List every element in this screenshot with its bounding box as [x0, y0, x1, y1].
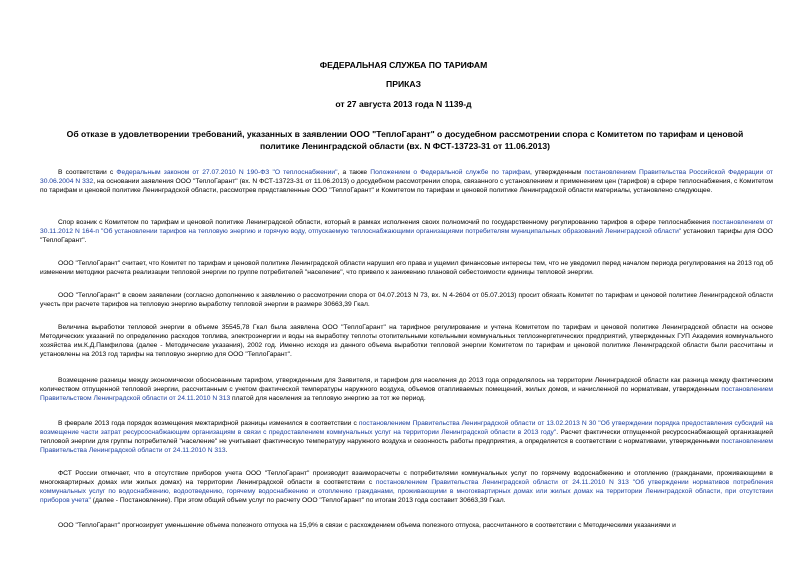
p6-text-1: Возмещение разницы между экономически обоснованным тарифом, утвержденным для Заявителя, и тарифом для населения до 2013 года определялось на территории Ленинградской области как разница между фактическим количеством отпущенной тепловой энергии, рассчитанным с учетом фактической температуры наружного воздуха, объемов отапливаемых помещений, жилых домов, и начисленной по нормативам, утвержденным [40, 377, 773, 393]
paragraph-2 [40, 219, 773, 246]
p6-text-2: платой для населения за тепловую энергию за тот же период. [230, 394, 426, 402]
paragraph-3 [40, 260, 773, 278]
p8-text-1: ФСТ России отмечает, что в отсутствие приборов учета ООО "ТеплоГарант" производит взаиморасчеты с потребителями коммунальных услуг по горячему водоснабжению и отоплению (гражданами, проживающими в многоквартирных домах или жилых домах) на территории Ленинградской области в соответствии с [40, 470, 773, 486]
p7-text-3: . [225, 446, 228, 454]
p5-text-1: Величина выработки тепловой энергии в объеме 35545,78 Гкал была заявлена ООО "ТеплоГарант" на тарифное регулирование и учтена Комитетом по тарифам и ценовой политике Ленинградской области на основе Методических указаний по определению расходов топлива, электроэнергии и воды на выработку теплоты отопительными котельными коммунальных теплоэнергетических предприятий, утвержденных ГУП Академия коммунального хозяйства им.К.Д.Памфилова (далее - Методические указания), 2002 год. Именно исходя из данного объема выработки тепловой энергии Комитетом по тарифам и ценовой политике Ленинградской области были рассчитаны и установлены на 2013 год тарифы на тепловую энергию для ООО "ТеплоГарант". [40, 324, 773, 358]
p4-text-1: ООО "ТеплоГарант" в своем заявлении (согласно дополнению к заявлению о рассмотрении спора от 04.07.2013 N 73, вх. N 4-2604 от 05.07.2013) просит обязать Комитет по тарифам и ценовой политике Ленинградской области учесть при расчете тарифов на тепловую энергию выработку тепловой энергии в размере 30663,39 Гкал. [40, 292, 773, 308]
link-government-resolution-332[interactable]: постановлением Правительства Российской Федерации от 30.06.2004 N 332 [40, 169, 773, 185]
link-resolution-313-c[interactable]: постановлением Правительства Ленинградской области от 24.11.2010 N 313 "Об утверждении нормативов потребления коммунальных услуг по водоснабжению, водоотведению, горячему водоснабжению и отоплению гражданами, проживающими в многоквартирных домах или жилых домах на территории Ленинградской области, при отсутствии приборов учета" [40, 478, 773, 504]
paragraph-4 [40, 292, 773, 310]
p2-text-1: Спор возник с Комитетом по тарифам и ценовой политике Ленинградской области, который в рамках исполнения своих полномочий по государственному регулированию тарифов в сфере теплоснабжения [58, 219, 713, 226]
link-resolution-313-b[interactable]: постановлением Правительства Ленинградской области от 24.11.2010 N 313 [40, 437, 773, 454]
link-resolution-30[interactable]: постановлением Правительства Ленинградской области от 13.02.2013 N 30 "Об утверждении порядка предоставления субсидий на возмещение части затрат ресурсоснабжающим организациям в связи с предоставлением коммунальных услуг на территории Ленинградской области в 2013 году" [40, 420, 773, 436]
document-date: от 27 августа 2013 года N 1139-д [335, 99, 472, 109]
p7-text-1: В феврале 2013 года порядок возмещения межтарифной разницы изменился в соответствии с [58, 420, 359, 427]
paragraph-6 [40, 377, 773, 404]
link-fst-regulation[interactable]: Положением о Федеральной службе по тарифам [370, 169, 530, 176]
link-resolution-164-p[interactable]: постановлением от 30.11.2012 N 164-п "Об установлении тарифов на тепловую энергию и горячую воду, отпускаемую теплоснабжающими организациями потребителям муниципальных образований Ленинградской области" [40, 219, 773, 235]
p1-text-2: , а также [337, 169, 371, 176]
document-title: Об отказе в удовлетворении требований, указанных в заявлении ООО "ТеплоГарант" о досудебном рассмотрении спора с Комитетом по тарифам и ценовой политике Ленинградской области (вх. N ФСТ-13723-31 от 11.06.2013) [66, 129, 744, 151]
p1-text-3: , утвержденным [529, 169, 585, 176]
p3-text-1: ООО "ТеплоГарант" считает, что Комитет по тарифам и ценовой политике Ленинградской области нарушил его права и ущемил финансовые интересы тем, что не уведомил перед началом периода регулирования на 2013 год об изменении методики расчета реализации тепловой энергии по группе потребителей "население", что привело к занижению плановой себестоимости единицы тепловой энергии. [40, 260, 773, 276]
link-resolution-313-a[interactable]: постановлением Правительством Ленинградской области от 24.11.2010 N 313 [40, 385, 773, 402]
paragraph-7 [40, 420, 773, 456]
p8-text-2: (далее - Постановление). При этом общий объем услуг по расчету ООО "ТеплоГарант" по итогам 2013 года составит 30663,39 Гкал. [90, 496, 506, 504]
p2-text-2: установил тарифы для ООО "ТеплоГарант". [40, 227, 773, 244]
paragraph-5 [40, 324, 773, 360]
p1-text-4: , на основании заявления ООО "ТеплоГарант" (вх. N ФСТ-13723-31 от 11.06.2013) о досудебном рассмотрении спора, связанного с установлением и применением цен (тарифов) в сфере теплоснабжения, с Комитетом по тарифам и ценовой политике Ленинградской области, рассмотрев представленные ООО "ТеплоГарант" и Комитетом по тарифам и ценовой политике Ленинградской области материалы, установлено следующее. [40, 177, 773, 194]
link-federal-law-190[interactable]: Федеральным законом от 27.07.2010 N 190-ФЗ "О теплоснабжении" [116, 169, 338, 176]
paragraph-1 [40, 169, 773, 196]
agency-name: ФЕДЕРАЛЬНАЯ СЛУЖБА ПО ТАРИФАМ [319, 60, 488, 70]
p7-text-2: . Расчет фактически отпущенной ресурсоснабжающей организацией тепловой энергии для группы потребителей "население" не учитывает фактическую температуру наружного воздуха и сезонность работы предприятия, а определяется в соответствии с нормативами, утвержденными [40, 428, 774, 445]
p9-text-1: ООО "ТеплоГарант" прогнозирует уменьшение объема полезного отпуска на 15,9% в связи с расхождением объема полезного отпуска, рассчитанного в соответствии с Методическими указаниями и [58, 522, 676, 529]
document-type: ПРИКАЗ [386, 79, 421, 89]
paragraph-9 [40, 522, 773, 531]
p1-text-1: В соответствии с [58, 169, 117, 176]
paragraph-8 [40, 470, 773, 506]
